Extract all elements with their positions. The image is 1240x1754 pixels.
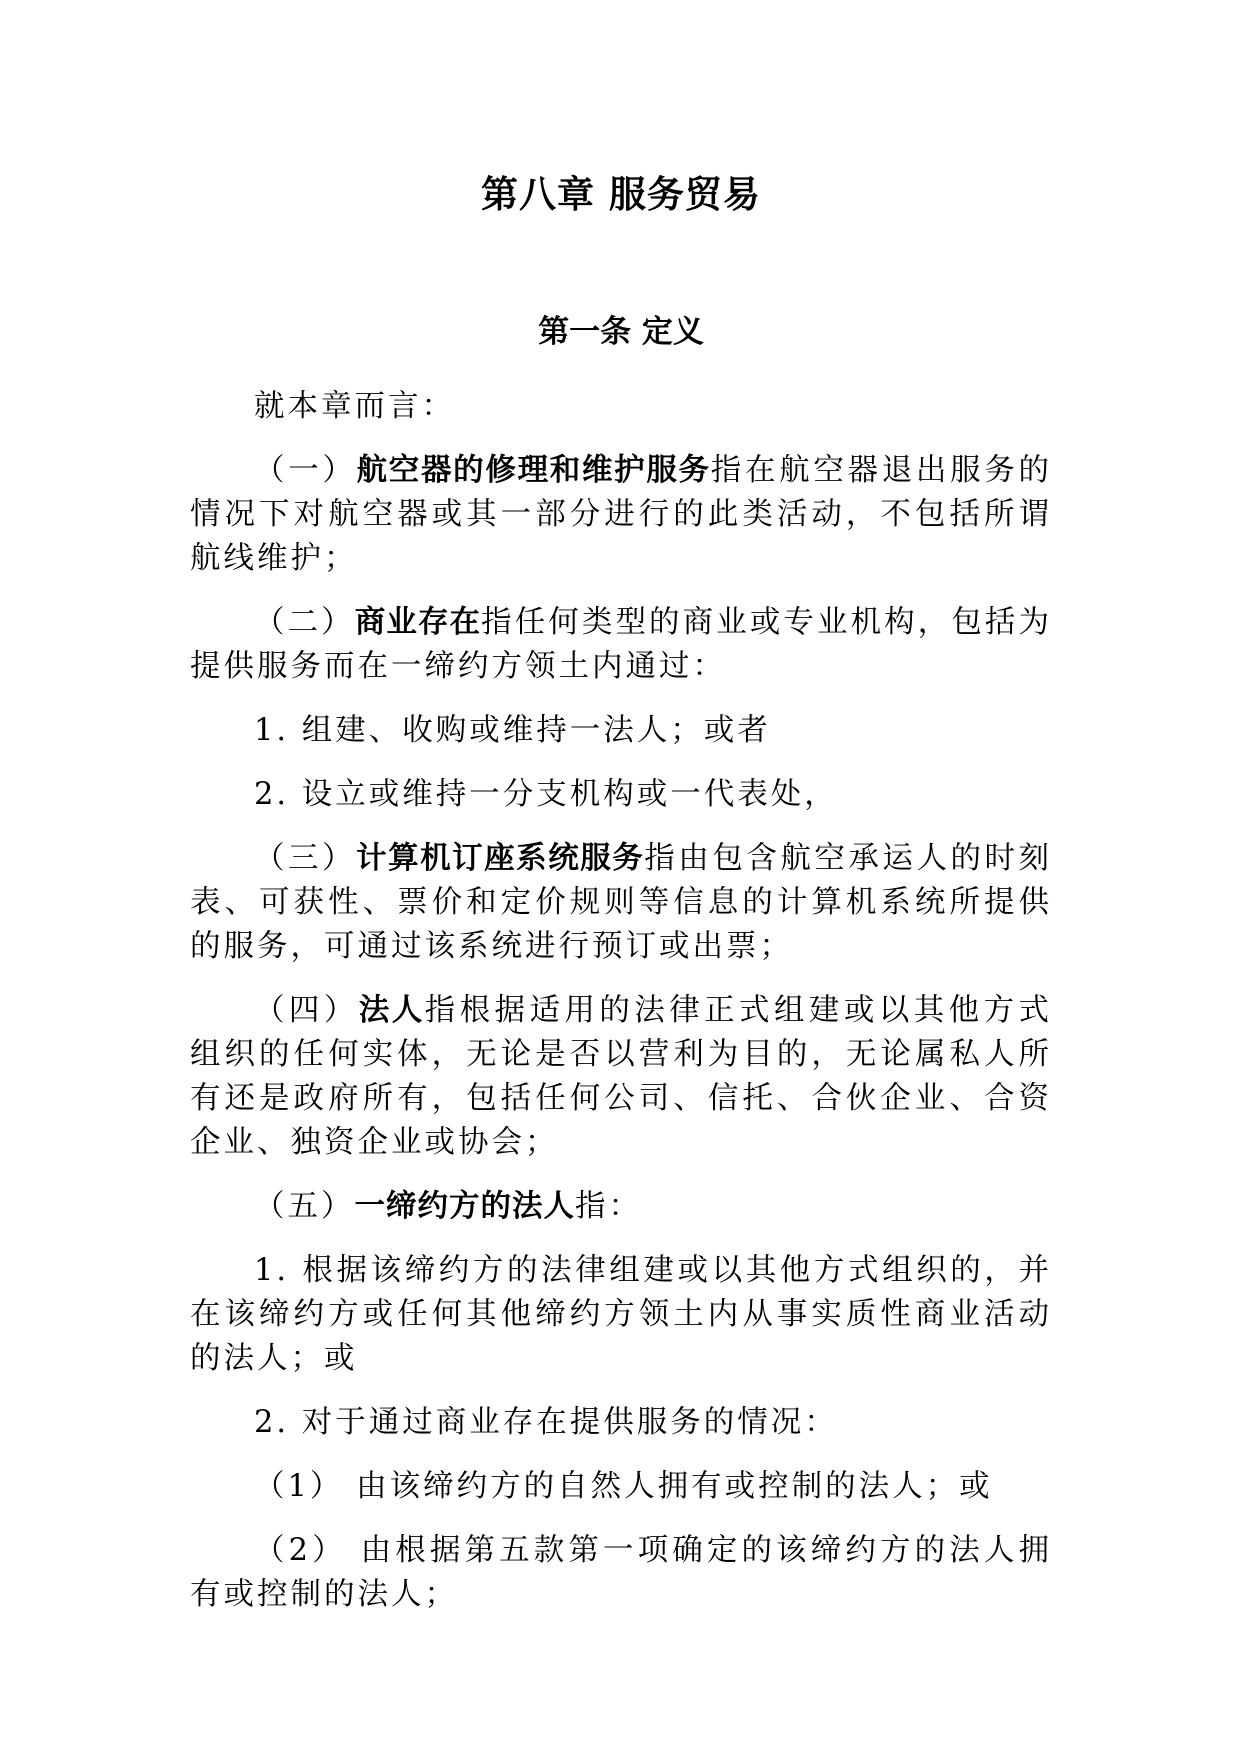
chapter-title: 第八章 服务贸易 (481, 173, 761, 216)
definition-text: 指由包含航空承运人的时刻表、可获性、票价和定价规则等信息的计算机系统所提供的服务，可通过该系统进行预订或出票； (190, 841, 1053, 964)
definition-3 (190, 837, 1052, 969)
definition-5 (190, 1185, 1052, 1229)
definition-term: 商业存在 (354, 605, 482, 640)
definition-prefix: （四） (254, 993, 359, 1028)
article-title: 第一条 定义 (538, 314, 704, 350)
sub-item: （1） 由该缔约方的自然人拥有或控制的法人；或 (254, 1469, 993, 1504)
definition-text: 指： (575, 1189, 642, 1224)
article-body (190, 385, 1052, 1637)
definition-text: 指任何类型的商业或专业机构，包括为提供服务而在一缔约方领土内通过： (190, 605, 1053, 684)
sub-item: 1. 根据该缔约方的法律组建或以其他方式组织的，并在该缔约方或任何其他缔约方领土内从事实质性商业活动的法人；或 (190, 1253, 1052, 1376)
definition-text: 指在航空器退出服务的情况下对航空器或其一部分进行的此类活动，不包括所谓航线维护； (190, 453, 1053, 576)
definition-text: 指根据适用的法律正式组建或以其他方式组织的任何实体，无论是否以营利为目的，无论属私人所有还是政府所有，包括任何公司、信托、合伙企业、合资企业、独资企业或协会； (190, 993, 1053, 1160)
definition-term: 一缔约方的法人 (354, 1189, 575, 1224)
definition-prefix: （二） (254, 605, 355, 640)
definition-prefix: （一） (254, 453, 357, 488)
sub-item: 2. 对于通过商业存在提供服务的情况： (254, 1405, 838, 1440)
definition-4 (190, 989, 1052, 1165)
definition-term: 航空器的修理和维护服务 (356, 453, 711, 488)
definition-2 (190, 601, 1052, 689)
definition-prefix: （三） (254, 841, 357, 876)
definition-1 (190, 449, 1052, 581)
definition-prefix: （五） (254, 1189, 355, 1224)
sub-item: 1. 组建、收购或维持一法人；或者 (254, 713, 771, 748)
sub-item: （2） 由根据第五款第一项确定的该缔约方的法人拥有或控制的法人； (190, 1533, 1052, 1612)
definition-term: 法人 (358, 993, 425, 1028)
definition-term: 计算机订座系统服务 (356, 841, 645, 876)
intro-paragraph: 就本章而言： (254, 389, 455, 424)
sub-item: 2. 设立或维持一分支机构或一代表处， (254, 777, 838, 812)
